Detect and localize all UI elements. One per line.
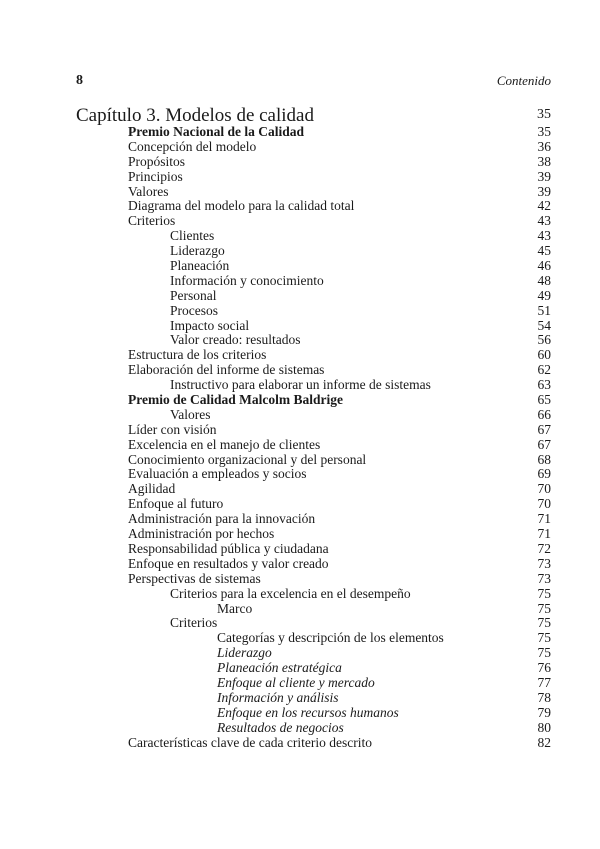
toc-entry-page: 65 [537,392,551,408]
toc-entry [0,453,600,468]
toc-entry [0,616,600,631]
toc-entry-label: Características clave de cada criterio descrito [128,734,372,750]
running-head: Contenido [496,73,551,88]
toc-entry [0,214,600,229]
toc-entry [0,333,600,348]
toc-entry-page: 35 [537,124,551,139]
toc-entry-page: 68 [537,451,551,467]
toc-entry [0,691,600,706]
toc-entry [0,185,600,200]
toc-entry [0,304,600,319]
toc-entry-page: 71 [537,511,551,527]
toc-entry [0,482,600,497]
toc-entry-page: 51 [537,302,551,318]
toc-entry-label: Información y conocimiento [170,272,324,288]
toc-entry-label: Conocimiento organizacional y del personal [128,451,367,467]
toc-entry-label: Liderazgo [170,243,225,259]
toc-entry-label: Clientes [170,228,215,244]
toc-entry-label: Concepción del modelo [128,138,257,154]
chapter-title: Capítulo 3. Modelos de calidad [76,105,314,126]
toc-entry-page: 77 [537,674,551,690]
toc-entry-label: Planeación estratégica [217,660,342,676]
toc-entry [0,348,600,363]
toc-entry-page: 76 [537,660,551,676]
toc-entry [0,125,600,140]
toc-entry-label: Valor creado: resultados [170,332,301,348]
toc-entry-label: Impacto social [170,317,250,333]
toc-entry-page: 80 [537,719,551,735]
toc-entry-page: 66 [537,406,551,422]
toc-entry-label: Perspectivas de sistemas [128,570,261,586]
toc-entry-page: 43 [537,213,551,229]
toc-entry [0,155,600,170]
toc-entry-page: 70 [537,496,551,512]
toc-entry-page: 62 [537,362,551,378]
toc-entry-label: Criterios para la excelencia en el desempeño [170,585,411,601]
toc-entry-page: 73 [537,570,551,586]
toc-entry-page: 45 [537,243,551,259]
toc-entry-page: 75 [537,645,551,661]
toc-entry-label: Administración para la innovación [128,511,316,527]
chapter-page-number: 35 [537,107,551,122]
toc-entry-page: 72 [537,540,551,556]
toc-entry [0,467,600,482]
toc-entry-page: 46 [537,258,551,274]
toc-entry [0,423,600,438]
toc-entry-label: Valores [170,406,211,422]
toc-entry [0,438,600,453]
toc-entry-page: 39 [537,168,551,184]
toc-entry [0,393,600,408]
toc-entry-label: Criterios [128,213,176,229]
toc-entry-label: Evaluación a empleados y socios [128,466,307,482]
toc-entry-page: 67 [537,421,551,437]
toc-entry-label: Responsabilidad pública y ciudadana [128,540,329,556]
toc-entry-page: 71 [537,526,551,542]
toc-entry-page: 75 [537,585,551,601]
toc-entry-page: 54 [537,317,551,333]
toc-entry [0,676,600,691]
toc-entry [0,378,600,393]
toc-entry-label: Principios [128,168,183,184]
toc-entry-label: Elaboración del informe de sistemas [128,362,325,378]
toc-entry-page: 82 [537,734,551,750]
toc-entry [0,587,600,602]
toc-entry [0,274,600,289]
toc-entry-label: Instructivo para elaborar un informe de sistemas [170,377,431,393]
toc-entry [0,706,600,721]
toc-entry [0,199,600,214]
toc-entry-label: Agilidad [128,481,176,497]
toc-entry [0,736,600,751]
toc-entry-page: 75 [537,615,551,631]
toc-entry-page: 38 [537,153,551,169]
toc-entry-page: 75 [537,600,551,616]
toc-entry-page: 78 [537,689,551,705]
toc-entry [0,512,600,527]
toc-entry-label: Planeación [170,258,230,274]
toc-entry-page: 43 [537,228,551,244]
toc-entry-page: 48 [537,272,551,288]
toc-entry-page: 49 [537,287,551,303]
toc-entry [0,527,600,542]
toc-entry [0,497,600,512]
toc-entry [0,661,600,676]
toc-entry [0,170,600,185]
toc-entry [0,408,600,423]
toc-entry-label: Procesos [170,302,218,318]
table-of-contents [0,125,600,750]
toc-entry-label: Personal [170,287,217,303]
toc-entry-page: 67 [537,436,551,452]
toc-entry [0,646,600,661]
toc-entry-page: 70 [537,481,551,497]
toc-entry-page: 69 [537,466,551,482]
toc-entry-label: Administración por hechos [128,526,275,542]
toc-entry-label: Enfoque al futuro [128,496,224,512]
toc-entry [0,289,600,304]
toc-entry-label: Diagrama del modelo para la calidad total [128,198,355,214]
toc-entry [0,572,600,587]
toc-entry-page: 73 [537,555,551,571]
toc-entry [0,259,600,274]
toc-entry-label: Premio de Calidad Malcolm Baldrige [128,392,343,408]
toc-entry-label: Premio Nacional de la Calidad [128,124,305,139]
toc-entry-label: Liderazgo [217,645,272,661]
toc-entry [0,319,600,334]
toc-entry-label: Estructura de los criterios [128,347,267,363]
toc-entry-label: Líder con visión [128,421,217,437]
toc-entry [0,602,600,617]
toc-entry [0,557,600,572]
toc-entry-page: 56 [537,332,551,348]
toc-entry-label: Enfoque al cliente y mercado [217,674,375,690]
toc-entry [0,631,600,646]
toc-entry-label: Enfoque en resultados y valor creado [128,555,329,571]
toc-entry-label: Valores [128,183,169,199]
toc-entry [0,542,600,557]
toc-entry-label: Información y análisis [217,689,339,705]
toc-entry-page: 63 [537,377,551,393]
toc-entry-label: Propósitos [128,153,186,169]
toc-entry [0,244,600,259]
toc-entry-label: Marco [217,600,253,616]
toc-entry-label: Categorías y descripción de los elementos [217,630,444,646]
toc-entry-page: 79 [537,704,551,720]
page-number: 8 [76,73,83,88]
toc-entry-label: Excelencia en el manejo de clientes [128,436,321,452]
toc-entry-page: 36 [537,138,551,154]
toc-entry-page: 60 [537,347,551,363]
toc-entry-label: Resultados de negocios [217,719,344,735]
toc-entry-label: Criterios [170,615,218,631]
toc-entry [0,140,600,155]
toc-entry [0,363,600,378]
toc-entry-page: 39 [537,183,551,199]
toc-entry [0,229,600,244]
toc-entry-page: 42 [537,198,551,214]
toc-entry-label: Enfoque en los recursos humanos [217,704,399,720]
toc-entry [0,721,600,736]
toc-entry-page: 75 [537,630,551,646]
